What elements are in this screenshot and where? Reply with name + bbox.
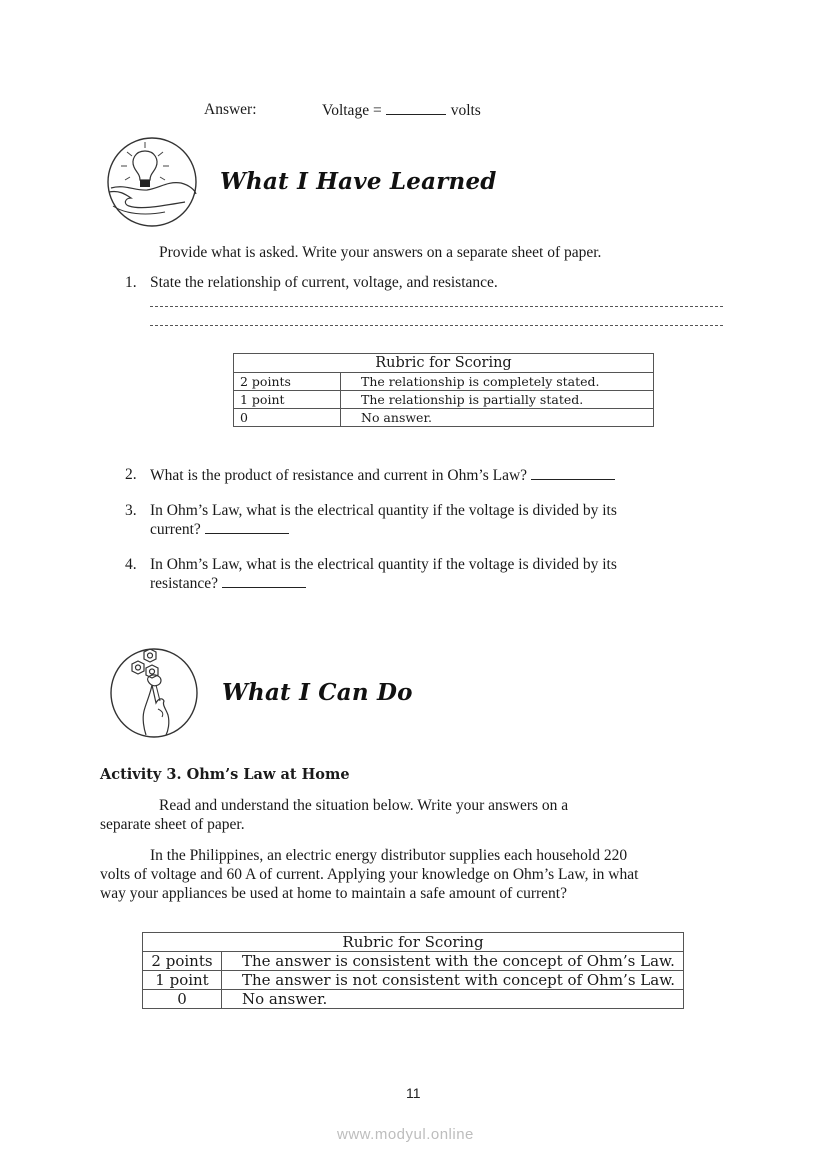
item-3-text-cont: current? [150,521,201,538]
rubric-description: No answer. [222,990,684,1009]
item-4-number: 4. [125,556,137,573]
rubric-description: The relationship is completely stated. [341,373,654,391]
item-2-text: What is the product of resistance and current in Ohm’s Law? [150,467,528,484]
voltage-answer [322,100,481,120]
rubric-table-learned [233,353,654,427]
table-row [143,990,684,1009]
item-4-text: In Ohm’s Law, what is the electrical quantity if the voltage is divided by its [150,556,617,573]
item-1-answer-line-2[interactable] [150,325,723,326]
rubric-table-can-do [142,932,684,1009]
situation-line-1: In the Philippines, an electric energy distributor supplies each household 220 [150,847,628,864]
item-3-text: In Ohm’s Law, what is the electrical quantity if the voltage is divided by its [150,502,617,519]
item-3-answer-blank[interactable] [205,519,289,534]
rubric-title: Rubric for Scoring [234,354,654,373]
item-3-number: 3. [125,502,137,519]
rubric-description: The relationship is partially stated. [341,391,654,409]
table-row [234,409,654,427]
rubric-title: Rubric for Scoring [143,933,684,952]
page-number: 11 [406,1085,421,1101]
rubric-description: The answer is not consistent with concept of Ohm’s Law. [222,971,684,990]
item-4-cont [150,573,306,593]
item-1-text: State the relationship of current, voltage, and resistance. [150,274,498,291]
section-title-what-i-can-do: What I Can Do [222,679,413,706]
item-2-number: 2. [125,466,137,483]
rubric-points: 0 [143,990,222,1009]
situation-line-2: volts of voltage and 60 A of current. Applying your knowledge on Ohm’s Law, in what [100,866,639,883]
table-row [143,971,684,990]
learned-instruction: Provide what is asked. Write your answers on a separate sheet of paper. [159,244,602,261]
table-row [234,373,654,391]
item-1-number: 1. [125,274,137,291]
item-1-answer-line-1[interactable] [150,306,723,307]
hand-with-nuts-icon [106,645,202,741]
item-3-cont [150,519,289,539]
item-4-text-cont: resistance? [150,575,218,592]
section-title-what-i-have-learned: What I Have Learned [220,168,497,195]
rubric-points: 2 points [143,952,222,971]
voltage-blank[interactable] [386,100,446,115]
situation-line-3: way your appliances be used at home to maintain a safe amount of current? [100,885,567,902]
table-row [234,391,654,409]
item-2-answer-blank[interactable] [531,465,615,480]
activity-title: Activity 3. Ohm’s Law at Home [100,766,350,783]
rubric-points: 1 point [234,391,341,409]
rubric-points: 1 point [143,971,222,990]
voltage-unit: volts [450,102,481,119]
watermark-url: www.modyul.online [337,1126,474,1143]
rubric-description: The answer is consistent with the concept of Ohm’s Law. [222,952,684,971]
rubric-points: 2 points [234,373,341,391]
answer-label: Answer: [204,101,257,118]
activity-instruction-line-1: Read and understand the situation below. Write your answers on a [159,797,569,814]
voltage-expression: Voltage = [322,102,382,119]
rubric-points: 0 [234,409,341,427]
table-row [143,952,684,971]
activity-instruction-line-2: separate sheet of paper. [100,816,245,833]
item-4-answer-blank[interactable] [222,573,306,588]
lightbulb-in-hand-icon [105,136,201,228]
item-2 [150,465,615,485]
rubric-description: No answer. [341,409,654,427]
